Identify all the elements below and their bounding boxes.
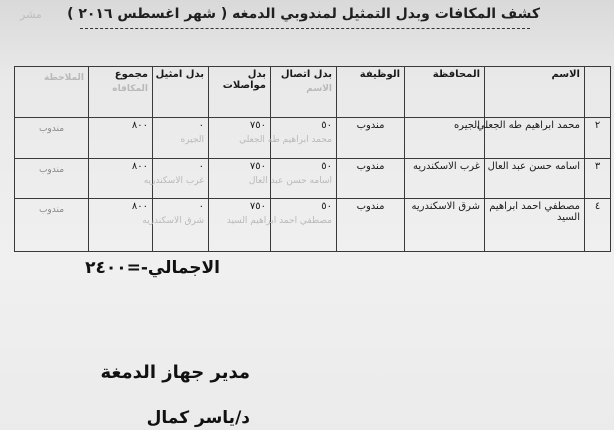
row-representation: [142, 199, 209, 252]
header-contact-label: بدل اتصال: [280, 69, 332, 80]
row-contact-value: ٥٠: [321, 201, 332, 212]
grand-total: الاجمالي-=٢٤٠٠: [85, 258, 220, 278]
header-contact-ghost: الاسم: [306, 84, 332, 94]
row-no: ٣: [585, 158, 611, 199]
header-note: [15, 67, 89, 118]
row-governorate: شرق الاسكندريه: [405, 199, 485, 252]
row-representation-ghost: الجيره: [180, 135, 204, 145]
row-transport: ٧٥٠: [209, 199, 271, 252]
header-transport-allowance: بدل مواصلات: [209, 67, 271, 118]
row-total: ٨٠٠: [89, 118, 153, 159]
row-no: ٢: [585, 118, 611, 159]
table-row: [15, 199, 611, 252]
row-note: [15, 199, 89, 252]
row-job: مندوب: [337, 158, 405, 199]
table-row: [15, 118, 611, 159]
header-governorate: المحافظة: [405, 67, 485, 118]
row-contact-ghost: اسامه حسن عبد العال: [248, 175, 332, 186]
row-transport: ٧٥٠: [209, 118, 271, 159]
row-name: اسامه حسن عبد العال: [485, 158, 585, 199]
row-contact-ghost: محمد ابراهيم طه الجعلي: [239, 135, 332, 145]
row-name: مصطفي احمد ابراهيم السيد: [485, 199, 585, 252]
header-note-ghost: الملاحظة: [43, 73, 84, 83]
row-job: مندوب: [337, 118, 405, 159]
row-note-value: مندوب: [38, 205, 65, 215]
row-contact-ghost: مصطفي احمد ابراهيم السيد: [226, 216, 332, 226]
row-representation-ghost: غرب الاسكندريه: [143, 175, 204, 186]
signature-title: مدير جهاز الدمغة: [100, 362, 250, 383]
row-total: ٨٠٠: [89, 199, 153, 252]
header-name: الاسم: [485, 67, 585, 118]
row-note: [15, 118, 89, 159]
row-total: ٨٠٠: [89, 158, 153, 199]
row-representation: [143, 158, 209, 199]
header-total-ghost: المكافاه: [112, 84, 148, 94]
row-no: ٤: [585, 199, 611, 252]
row-representation-value: ٠: [198, 201, 204, 212]
row-name: محمد ابراهيم طه الجعلي: [485, 118, 585, 159]
header-total-label: مجموع: [114, 69, 148, 80]
row-transport: ٧٥٠: [209, 158, 271, 199]
table-row: [15, 158, 611, 199]
row-job: مندوب: [337, 199, 405, 252]
header-total: [89, 67, 153, 118]
table-header-row: [15, 67, 611, 118]
signature-name: د/ياسر كمال: [146, 408, 250, 428]
header-representation: بدل امثيل: [153, 67, 209, 118]
row-contact-value: ٥٠: [321, 120, 332, 131]
row-governorate: الجيره: [405, 118, 485, 159]
payments-table: [14, 66, 611, 252]
title-underline: [80, 28, 530, 29]
ghost-text: مشر: [20, 8, 42, 21]
row-representation: [153, 118, 209, 159]
row-representation-value: ٠: [198, 120, 204, 131]
row-note: [15, 158, 89, 199]
document-title: كشف المكافات وبدل التمثيل لمندوبي الدمغه ( شهر اغسطس ٢٠١٦ ): [67, 6, 540, 22]
row-representation-ghost: شرق الاسكندريه: [142, 216, 204, 226]
header-no: [585, 67, 611, 118]
row-governorate: غرب الاسكندريه: [405, 158, 485, 199]
row-representation-value: ٠: [198, 160, 204, 172]
row-contact-value: ٥٠: [321, 160, 332, 172]
row-note-value: مندوب: [38, 124, 65, 134]
header-job: الوظيفة: [337, 67, 405, 118]
row-note-value: مندوب: [38, 164, 65, 175]
header-contact-allowance: [271, 67, 337, 118]
